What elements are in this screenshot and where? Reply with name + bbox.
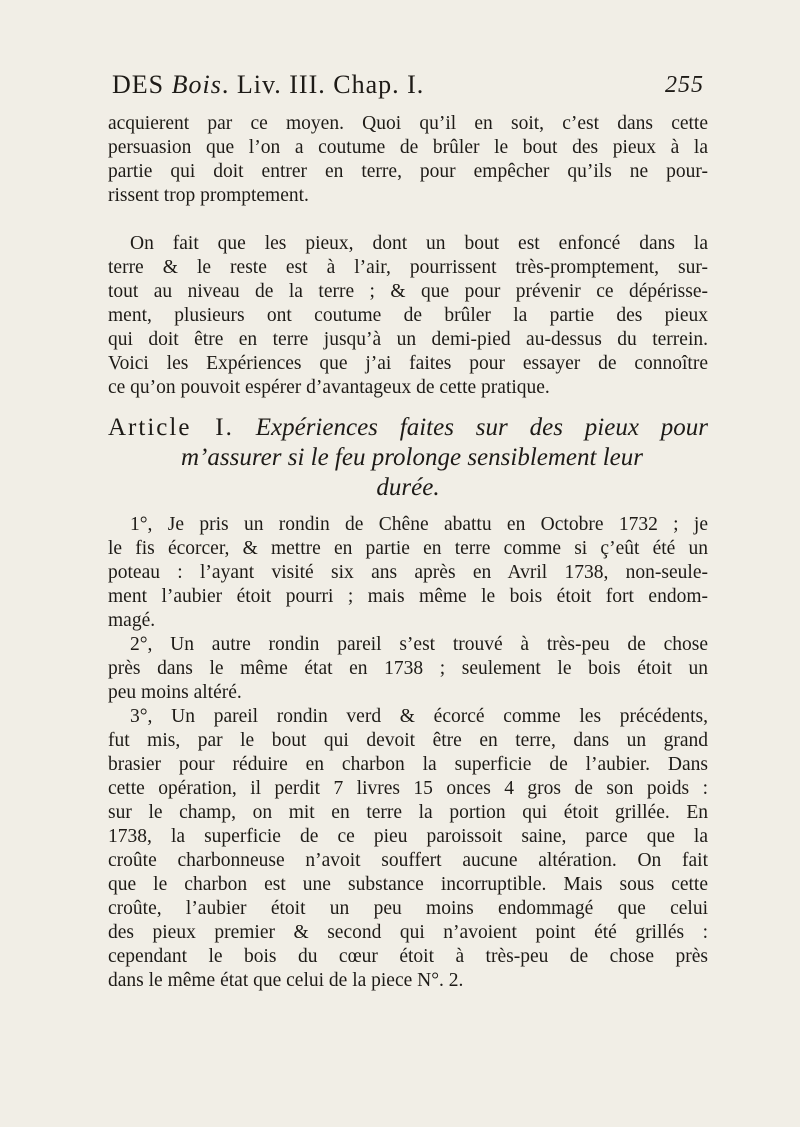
article-title-line-3: durée.: [376, 474, 440, 501]
running-head-suffix: . Liv. III. Chap. I.: [221, 70, 425, 99]
paragraph-1: [108, 112, 708, 208]
text-line: rissent trop promptement.: [108, 185, 309, 206]
text-line: poteau : l’ayant visité six ans après en Avril 1738, non-seule-: [108, 562, 708, 583]
text-line: le fis écorcer, & mettre en partie en terre comme si ç’eût été un: [108, 538, 708, 559]
text-line: acquierent par ce moyen. Quoi qu’il en soit, c’est dans cette: [108, 113, 708, 134]
paragraph-2: [108, 232, 708, 400]
article-title-line-2: m’assurer si le feu prolonge sensiblement leur: [181, 444, 643, 471]
text-line: dans le même état que celui de la piece N°. 2.: [108, 970, 464, 991]
running-head: [112, 70, 424, 100]
text-line: brasier pour réduire en charbon la superficie de l’aubier. Dans: [108, 754, 708, 775]
running-head-prefix: DES: [112, 70, 172, 99]
text-line: 3°, Un pareil rondin verd & écorcé comme les précédents,: [130, 706, 708, 727]
text-line: ment l’aubier étoit pourri ; mais même le bois étoit fort endom-: [108, 586, 708, 607]
text-line: partie qui doit entrer en terre, pour empêcher qu’ils ne pour-: [108, 161, 708, 182]
article-title-line-1: [108, 413, 708, 443]
text-line: croûte charbonneuse n’avoit souffert aucune altération. On fait: [108, 850, 708, 871]
text-line: persuasion que l’on a coutume de brûler le bout des pieux à la: [108, 137, 708, 158]
article-heading: [108, 413, 708, 503]
text-line: tout au niveau de la terre ; & que pour prévenir ce dépérisse-: [108, 281, 708, 302]
page-number: 255: [665, 72, 704, 98]
text-line: 2°, Un autre rondin pareil s’est trouvé à très-peu de chose: [130, 634, 708, 655]
text-line: On fait que les pieux, dont un bout est enfoncé dans la: [130, 233, 708, 254]
text-line: que le charbon est une substance incorruptible. Mais sous cette: [108, 874, 708, 895]
text-line: fut mis, par le bout qui devoit être en terre, dans un grand: [108, 730, 708, 751]
running-header: [112, 70, 712, 110]
text-line: cette opération, il perdit 7 livres 15 onces 4 gros de son poids :: [108, 778, 708, 799]
text-line: peu moins altéré.: [108, 682, 242, 703]
text-line: croûte, l’aubier étoit un peu moins endommagé que celui: [108, 898, 708, 919]
text-line: terre & le reste est à l’air, pourrissent très-promptement, sur-: [108, 257, 708, 278]
article-title-part-1: Expériences faites sur des pieux pour: [255, 414, 709, 441]
running-head-italic: Bois: [171, 70, 222, 99]
text-line: ce qu’on pouvoit espérer d’avantageux de cette pratique.: [108, 377, 550, 398]
text-line: 1738, la superficie de ce pieu paroissoit saine, parce que la: [108, 826, 708, 847]
text-line: près dans le même état en 1738 ; seulement le bois étoit un: [108, 658, 708, 679]
text-line: sur le champ, on mit en terre la portion qui étoit grillée. En: [108, 802, 708, 823]
article-body: [108, 513, 708, 993]
text-line: Voici les Expériences que j’ai faites pour essayer de connoître: [108, 353, 708, 374]
text-line: cependant le bois du cœur étoit à très-peu de chose près: [108, 946, 708, 967]
text-line: des pieux premier & second qui n’avoient point été grillés :: [108, 922, 708, 943]
article-label: Article I.: [108, 414, 234, 441]
text-line: 1°, Je pris un rondin de Chêne abattu en Octobre 1732 ; je: [130, 514, 708, 535]
text-line: qui doit être en terre jusqu’à un demi-pied au-dessus du terrein.: [108, 329, 708, 350]
text-line: magé.: [108, 610, 156, 631]
text-line: ment, plusieurs ont coutume de brûler la partie des pieux: [108, 305, 708, 326]
